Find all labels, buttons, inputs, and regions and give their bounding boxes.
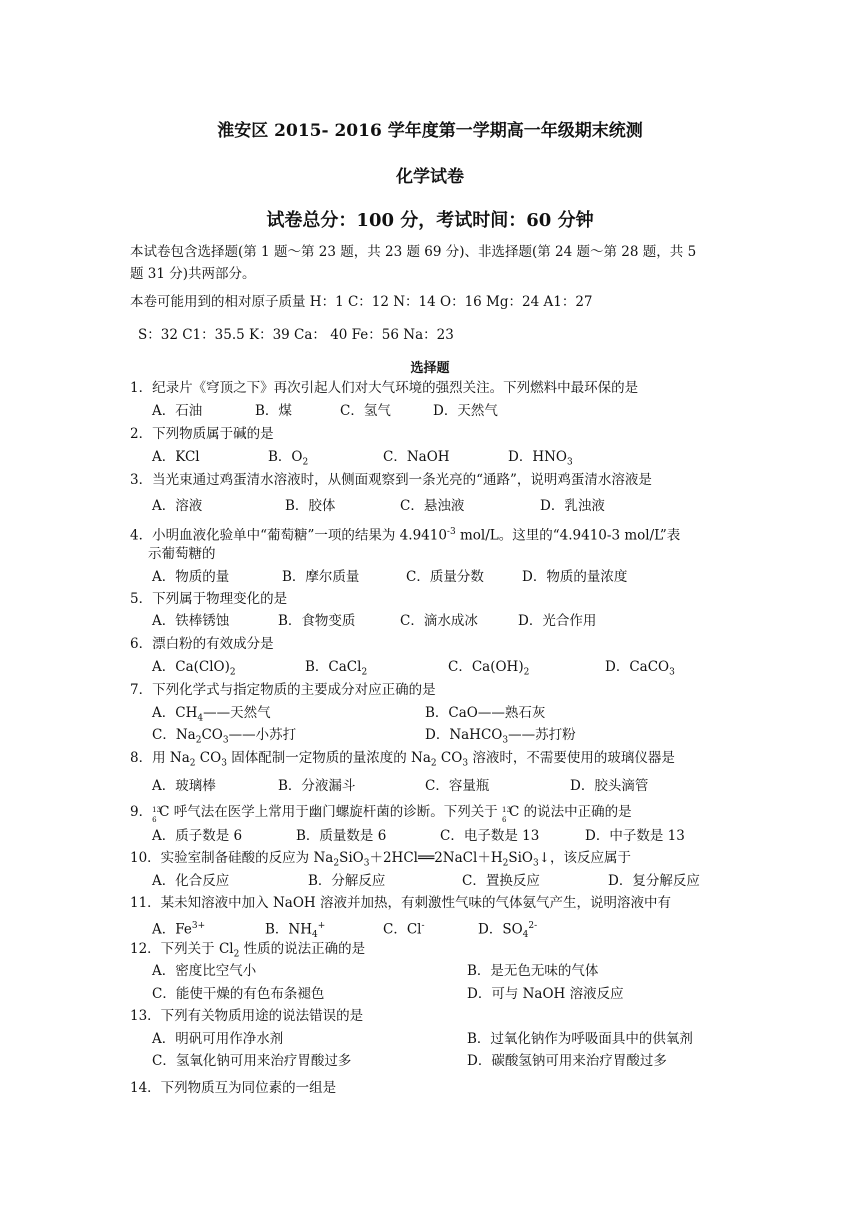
question-8-option-a: A．玻璃棒	[152, 778, 216, 794]
question-6-option-c: C．$Ca(OH)_2$	[448, 659, 530, 678]
question-3-option-a: A．溶液	[152, 498, 203, 514]
isotope-notation: 13 6	[152, 806, 162, 824]
question-2-option-b: B．$O_2$	[268, 449, 309, 468]
question-2-stem: 2．下列物质属于碱的是	[130, 426, 274, 442]
exam-title: 淮安区 2015- 2016 学年度第一学期高一年级期末统测	[217, 121, 643, 141]
question-14-stem: 14．下列物质互为同位素的一组是	[130, 1080, 337, 1096]
question-4-stem-cont: 示葡萄糖的	[148, 546, 216, 562]
question-4-option-b: B．摩尔质量	[282, 569, 360, 585]
question-1-stem: 1．纪录片《穹顶之下》再次引起人们对大气环境的强烈关注。下列燃料中最环保的是	[130, 380, 639, 396]
question-7-option-c: C．$Na_2CO_3——$小苏打	[152, 727, 297, 746]
question-1-option-d: D．天然气	[433, 403, 498, 419]
question-7-option-b: B．CaO——熟石灰	[425, 705, 546, 721]
question-10-option-c: C．置换反应	[462, 873, 540, 889]
question-9-option-b: B．质量数是 6	[296, 828, 387, 844]
question-5-option-a: A．铁棒锈蚀	[152, 613, 230, 629]
subject-title: 化学试卷	[396, 167, 464, 187]
question-4-stem: 4．小明血液化验单中“葡萄糖”一项的结果为 $4.9410^{-3}$ mol/L。这里的“4.9410-3 mol/L”表	[130, 527, 681, 544]
question-11-stem: 11．某未知溶液中加入 NaOH 溶液并加热，有刺激性气味的气体氨气产生，说明溶液中有	[130, 895, 671, 911]
question-11-option-a: A．$Fe^{3+}$	[152, 921, 206, 938]
question-8-stem: 8．用 $Na_2$ $CO_3$ 固体配制一定物质的量浓度的 $Na_2$ $CO_3$ 溶液时，不需要使用的玻璃仪器是	[130, 750, 675, 769]
question-4-option-a: A．物质的量	[152, 569, 230, 585]
question-3-stem: 3．当光束通过鸡蛋清水溶液时，从侧面观察到一条光亮的“通路”，说明鸡蛋清水溶液是	[130, 472, 652, 488]
question-12-option-a: A．密度比空气小	[152, 963, 257, 979]
question-6-stem: 6．漂白粉的有效成分是	[130, 636, 274, 652]
question-2-option-c: C．NaOH	[383, 449, 450, 465]
question-5-option-b: B．食物变质	[278, 613, 356, 629]
question-7-stem: 7．下列化学式与指定物质的主要成分对应正确的是	[130, 682, 436, 698]
question-9-stem: 9． 13 6 C 呼气法在医学上常用于幽门螺旋杆菌的诊断。下列关于 13 6 C 的说法中正确的是	[130, 804, 632, 824]
question-4-option-c: C．质量分数	[406, 569, 484, 585]
question-10-option-a: A．化合反应	[152, 873, 230, 889]
question-8-option-b: B．分液漏斗	[278, 778, 356, 794]
question-4-option-d: D．物质的量浓度	[522, 569, 628, 585]
question-13-option-a: A．明矾可用作净水剂	[152, 1031, 284, 1047]
question-6-option-b: B．CaCl$_2$	[305, 659, 368, 678]
question-3-option-c: C．悬浊液	[400, 498, 465, 514]
intro-line-2: 题 31 分)共两部分。	[130, 266, 256, 282]
question-5-option-c: C．滴水成冰	[400, 613, 478, 629]
atomic-masses-line-1: 本卷可能用到的相对原子质量 H：1 C：12 N：14 O：16 Mg：24 A1：27	[130, 294, 593, 310]
section-title: 选择题	[410, 361, 450, 376]
question-5-stem: 5．下列属于物理变化的是	[130, 591, 288, 607]
question-1-option-c: C．氢气	[340, 403, 391, 419]
question-13-stem: 13．下列有关物质用途的说法错误的是	[130, 1008, 364, 1024]
intro-line-1: 本试卷包含选择题(第 1 题～第 23 题，共 23 题 69 分)、非选择题(第 24 题～第 28 题，共 5	[130, 244, 697, 260]
question-5-option-d: D．光合作用	[518, 613, 597, 629]
question-3-option-b: B．胶体	[285, 498, 336, 514]
question-12-option-c: C．能使干燥的有色布条褪色	[152, 986, 325, 1002]
question-7-option-d: D．NaHCO$_3$——苏打粉	[425, 727, 576, 746]
question-10-option-b: B．分解反应	[308, 873, 386, 889]
question-8-option-d: D．胶头滴管	[570, 778, 649, 794]
question-13-option-d: D．碳酸氢钠可用来治疗胃酸过多	[467, 1053, 667, 1069]
question-13-option-c: C．氢氧化钠可用来治疗胃酸过多	[152, 1053, 352, 1069]
question-12-option-d: D．可与 NaOH 溶液反应	[467, 986, 624, 1002]
question-2-option-d: D．$HNO_3$	[508, 449, 573, 468]
question-12-stem: 12．下列关于 $Cl_2$ 性质的说法正确的是	[130, 941, 366, 960]
question-1-option-a: A．石油	[152, 403, 203, 419]
atomic-masses-line-2: S：32 C1：35.5 K：39 Ca： 40 Fe：56 Na：23	[138, 327, 454, 343]
question-8-option-c: C．容量瓶	[425, 778, 490, 794]
question-11-option-c: C．Cl-	[383, 921, 425, 938]
question-10-option-d: D．复分解反应	[608, 873, 700, 889]
question-9-option-d: D．中子数是 13	[585, 828, 685, 844]
question-12-option-b: B．是无色无味的气体	[467, 963, 599, 979]
question-7-option-a: A．$CH_4——$天然气	[152, 705, 271, 724]
question-1-option-b: B．煤	[255, 403, 292, 419]
question-10-stem: 10．实验室制备硅酸的反应为 $Na_2SiO_3+2HCl══2NaCl+H_2SiO_3↓$，该反应属于	[130, 850, 632, 869]
question-13-option-b: B．过氧化钠作为呼吸面具中的供氧剂	[467, 1031, 693, 1047]
question-11-option-d: D．$SO_4^{2-}$	[478, 921, 538, 941]
question-11-option-b: B．$NH_4^+$	[265, 921, 326, 941]
question-9-option-a: A．质子数是 6	[152, 828, 243, 844]
question-2-option-a: A．KCl	[152, 449, 200, 465]
question-3-option-d: D．乳浊液	[540, 498, 605, 514]
question-6-option-d: D．CaCO$_3$	[605, 659, 675, 678]
question-9-option-c: C．电子数是 13	[440, 828, 540, 844]
isotope-notation: 13 6	[502, 806, 511, 824]
score-line: 试卷总分：100 分，考试时间：60 分钟	[266, 210, 594, 231]
question-6-option-a: A．$Ca(ClO)_2$	[152, 659, 236, 678]
